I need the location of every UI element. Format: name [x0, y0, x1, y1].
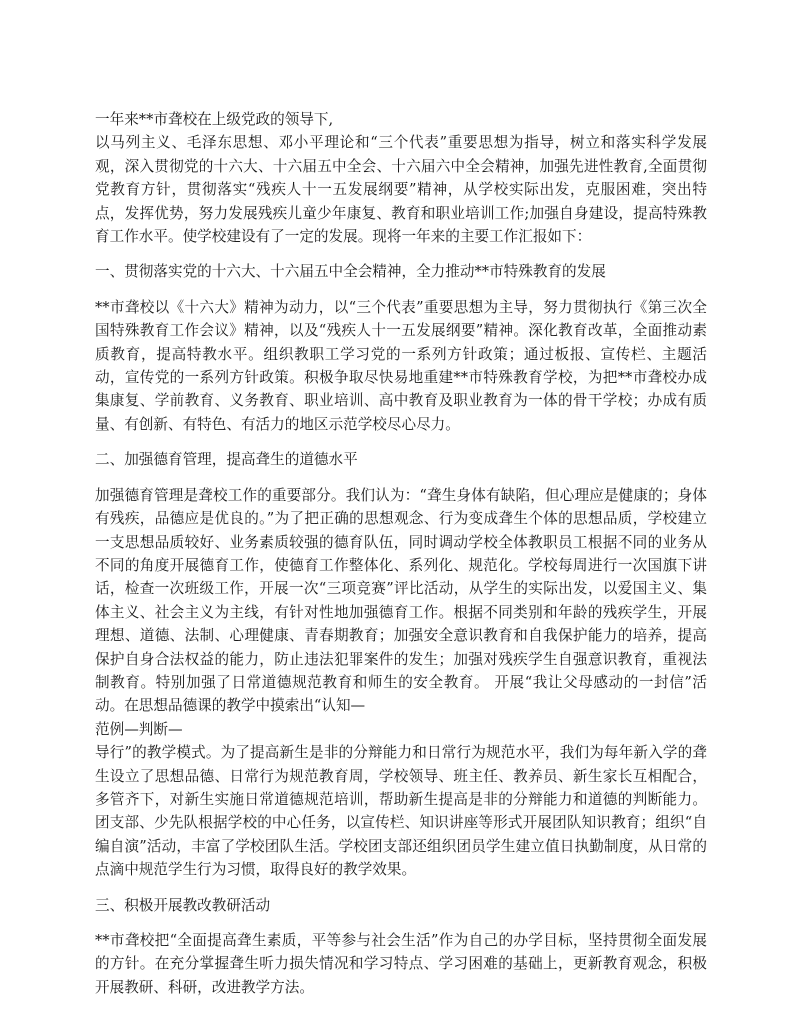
section-2-paragraph-c: 导行”的教学模式。为了提高新生是非的分辩能力和日常行为规范水平，我们为每年新入学的聋生设立了思想品德、日常行为规范教育周，学校领导、班主任、教养员、新生家长互相配合，多管齐下，对新生实施日常道德规范培训，帮助新生提高是非的分辩能力和道德的判断能力。团支部、少先队根据学校的中心任务，以宣传栏、知识讲座等形式开展团队知识教育；组织“自编自演”活动，丰富了学校团队生活。学校团支部还组织团员学生建立值日执勤制度，从日常的点滴中规范学生行为习惯，取得良好的教学效果。 [95, 744, 707, 879]
document-content [95, 108, 707, 1011]
section-2-paragraph-b: 范例—判断— [95, 720, 183, 738]
section-2-paragraph-a: 加强德育管理是聋校工作的重要部分。我们认为：“聋生身体有缺陷，但心理应是健康的；身体有残疾，品德应是优良的。”为了把正确的思想观念、行为变成聋生个体的思想品质，学校建立一支思想品质较好、业务素质较强的德育队伍，同时调动学校全体教职员工根据不同的业务从不同的角度开展德育工作，使德育工作整体化、系列化、规范化。学校每周进行一次国旗下讲话，检查一次班级工作，开展一次“三项竞赛”评比活动，从学生的实际出发，以爱国主义、集体主义、社会主义为主线，有针对性地加强德育工作。根据不同类别和年龄的残疾学生，开展理想、道德、法制、心理健康、青春期教育；加强安全意识教育和自我保护能力的培养，提高保护自身合法权益的能力，防止违法犯罪案件的发生；加强对残疾学生自强意识教育，重视法制教育。特别加强了日常道德规范教育和师生的安全教育。 开展“我让父母感动的一封信”活动。在思想品德课的教学中摸索出“认知— [95, 486, 707, 715]
section-1-paragraph: **市聋校以《十六大》精神为动力，以“三个代表”重要思想为主导，努力贯彻执行《第三次全国特殊教育工作会议》精神，以及“残疾人十一五发展纲要”精神。深化教育改革，全面推动素质教育，提高特教水平。组织教职工学习党的一系列方针政策；通过板报、宣传栏、主题活动，宣传党的一系列方针政策。积极争取尽快易地重建**市特殊教育学校，为把**市聋校办成集康复、学前教育、义务教育、职业培训、高中教育及职业教育为一体的骨干学校；办成有质量、有创新、有特色、有活力的地区示范学校尽心尽力。 [95, 298, 707, 433]
intro-paragraph: 以马列主义、毛泽东思想、邓小平理论和“三个代表”重要思想为指导，树立和落实科学发展观，深入贯彻党的十六大、十六届五中全会、十六届六中全会精神，加强先进性教育,全面贯彻党教育方针，贯彻落实“残疾人十一五发展纲要”精神，从学校实际出发，克服困难，突出特点，发挥优势，努力发展残疾儿童少年康复、教育和职业培训工作;加强自身建设，提高特殊教育工作水平。使学校建设有了一定的发展。现将一年来的主要工作汇报如下： [95, 134, 707, 246]
section-1-heading: 一、贯彻落实党的十六大、十六届五中全会精神，全力推动**市特殊教育的发展 [95, 263, 606, 281]
intro-line: 一年来**市聋校在上级党政的领导下, [95, 111, 334, 128]
section-3-paragraph: **市聋校把“全面提高聋生素质，平等参与社会生活”作为自己的办学目标，坚持贯彻全面发展的方针。在充分掌握聋生听力损失情况和学习特点、学习困难的基础上，更新教育观念，积极开展教研、科研，改进教学方法。 [95, 932, 707, 996]
section-3-heading: 三、积极开展教改教研活动 [95, 896, 271, 914]
section-2-heading: 二、加强德育管理，提高聋生的道德水平 [95, 451, 358, 469]
